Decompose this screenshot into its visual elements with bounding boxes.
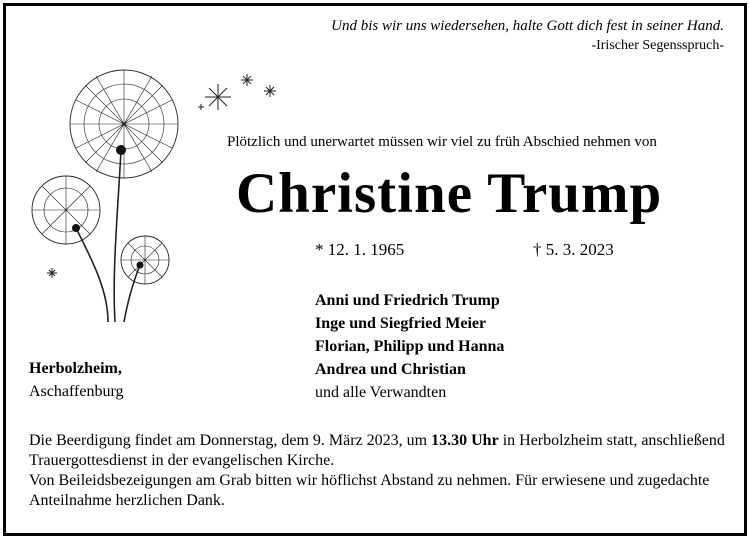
mourner-name: Andrea und Christian xyxy=(315,361,466,378)
mourner-name: Florian, Philipp und Hanna xyxy=(315,338,505,355)
birth-date: * 12. 1. 1965 xyxy=(315,240,405,259)
place-secondary: Aschaffenburg xyxy=(29,383,124,400)
relatives-text: und alle Verwandten xyxy=(315,384,447,401)
quote-text: Und bis wir uns wiedersehen, halte Gott dich fest in seiner Hand. xyxy=(331,18,724,34)
death-date: † 5. 3. 2023 xyxy=(533,240,614,259)
funeral-text-part2: in Herbolzheim statt, anschließend Trauergottesdienst in der evangelischen Kirche. xyxy=(29,432,725,469)
mourners-list xyxy=(315,289,504,404)
condolence-text: Von Beileidsbezeigungen am Grab bitten wir höflichst Abstand zu nehmen. Für erwiesene und zugedachte Anteilnahme herzlichen Dank. xyxy=(29,472,710,509)
mourner-name: Anni und Friedrich Trump xyxy=(315,292,500,309)
deceased-name: Christine Trump xyxy=(236,162,663,225)
quote-source: -Irischer Segensspruch- xyxy=(591,38,724,53)
place-primary: Herbolzheim, xyxy=(29,360,122,377)
intro-text: Plötzlich und unerwartet müssen wir viel zu früh Abschied nehmen von xyxy=(227,134,657,150)
funeral-text-part1: Die Beerdigung findet am Donnerstag, dem 9. März 2023, um xyxy=(29,432,432,449)
funeral-announcement xyxy=(29,431,729,471)
place-block xyxy=(29,357,124,403)
funeral-time: 13.30 Uhr xyxy=(431,432,499,449)
quote-block xyxy=(331,16,724,56)
funeral-info xyxy=(29,431,729,511)
mourner-name: Inge und Siegfried Meier xyxy=(315,315,487,332)
